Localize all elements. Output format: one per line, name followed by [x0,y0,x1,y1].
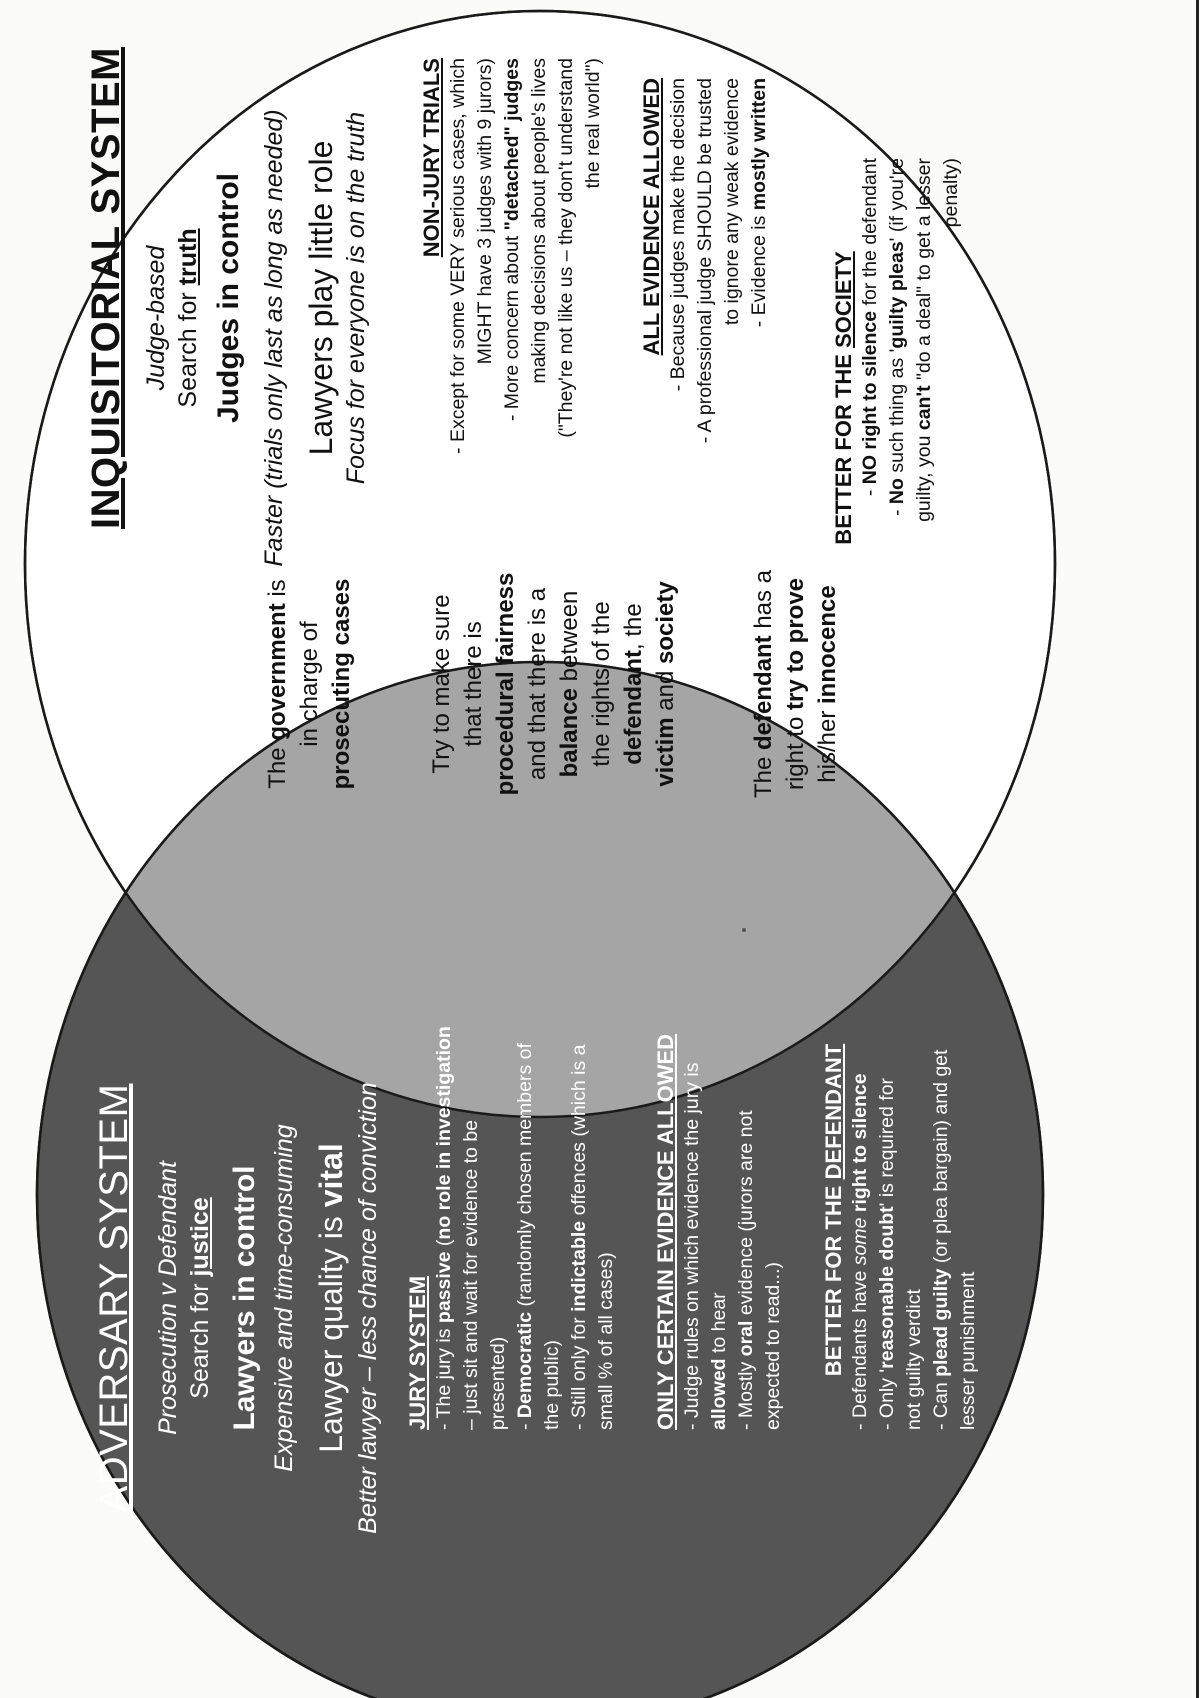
shared-p3-l1a: The [750,750,777,799]
jury-line-6a: - Still only for [568,1311,590,1430]
scan-speck [742,928,746,932]
shared-p2-l8b: and [652,663,679,718]
jury-line-1 [431,930,458,1430]
page-edge-line [1196,0,1199,1698]
adv-evidence-line-2 [706,930,733,1430]
shared-p1-b: government [264,603,291,741]
adv-better-line-4c: (or plea bargain) and get [930,1049,952,1269]
adversary-quality-prefix: Lawyer quality is [313,1207,349,1453]
shared-p2-line-2: that there is [460,621,487,747]
inq-evidence-line-4 [746,78,773,598]
shared-p1-a: The [264,740,291,789]
adversary-search-word: justice [186,1197,214,1277]
inq-evidence-line-1: - Because judges make the decision [667,78,689,392]
shared-p3-l3b: innocence [814,585,841,704]
inq-better-line-3c: "do a deal" to get a lesser [913,158,935,386]
inquisitorial-search-prefix: Search for [174,285,202,408]
inq-better-line-1b: NO right to silence [859,310,881,485]
shared-p3-line-2 [780,510,812,858]
adv-better-line-2 [874,930,901,1430]
jury-line-2: – just sit and wait for evidence to be [460,1119,482,1430]
adv-better-line-1b: some [849,1217,871,1266]
adversary-title: ADVERSARY SYSTEM [92,1083,136,1513]
nonjury-line-4: making decisions about people's lives [528,58,550,384]
adv-better-line-5: lesser punishment [957,1271,979,1430]
inquisitorial-evidence-section [638,78,773,598]
adversary-control: Lawyers in control [228,1165,261,1431]
adv-evidence-line-3c: evidence (jurors are not [735,1110,757,1321]
nonjury-line-5: ("They're not like us – they don't understand [555,58,577,438]
adversary-tagline: Prosecution v Defendant [154,1161,182,1435]
adversary-better-section [820,930,982,1430]
inq-evidence-line-2: - A professional judge SHOULD be trusted [694,78,716,444]
adv-evidence-line-1: - Judge rules on which evidence the jury is [681,1062,703,1430]
nonjury-line-6: the real world") [582,58,604,189]
adversary-search-prefix: Search for [186,1276,214,1399]
jury-line-1c: ( [433,1239,455,1252]
inq-better-line-2e: ' (if you're [886,158,908,242]
inquisitorial-search [172,118,204,518]
inq-better-line-3a: guilty, you [913,430,935,522]
adversary-search [184,1048,216,1548]
better-society-heading-prefix: BETTER FOR THE [831,347,856,545]
adversary-cost: Expensive and time-consuming [270,1124,298,1472]
adv-evidence-line-2b: to hear [708,1292,730,1359]
adv-better-line-2c: ' is required for [876,1077,898,1207]
inquisitorial-better-section [830,158,965,638]
nonjury-line-2: MIGHT have 3 judges with 9 jurors) [474,58,496,365]
shared-p2-l5a: balance [556,688,583,778]
shared-p2-line-1: Try to make sure [428,594,455,774]
adv-better-line-2a: - Only ' [876,1368,898,1430]
shared-p2-l8a: victim [652,717,679,787]
inquisitorial-nonjury-section [418,58,607,598]
inquisitorial-search-word: truth [174,228,202,286]
shared-p2-l7b: , the [620,603,647,651]
inq-better-line-3 [911,158,938,638]
nonjury-line-3b: "detached" judges [501,58,523,231]
adv-evidence-line-4: expected to read...) [762,1261,784,1430]
inquisitorial-focus: Focus for everyone is on the truth [342,111,370,485]
adv-evidence-line-3 [733,930,760,1430]
inq-better-line-2d: guilty pleas [886,241,908,349]
jury-line-5: the public) [541,1340,563,1430]
inq-better-line-2c: such thing as ' [886,348,908,479]
better-for-society-heading [830,158,857,638]
jury-line-6b: indictable [568,1220,590,1312]
adv-better-line-1 [847,930,874,1430]
jury-line-6 [566,930,593,1430]
adversary-quality-note: Better lawyer – less chance of conviction [354,1082,382,1534]
adv-better-line-1c [849,1212,871,1217]
better-defendant-heading-word: DEFENDANT [821,1043,846,1180]
shared-p2-l5b: between [556,590,583,689]
inq-better-line-4: penalty) [940,158,962,228]
nonjury-line-3a: - More concern about [501,230,523,422]
inq-evidence-line-4a: - Evidence is [748,210,770,328]
non-jury-trials-heading: NON-JURY TRIALS [419,58,444,258]
better-defendant-heading-prefix: BETTER FOR THE [821,1179,846,1377]
inquisitorial-control: Judges in control [212,172,245,424]
inquisitorial-tagline: Judge-based [142,245,170,391]
adv-better-line-4a: - Can [930,1376,952,1430]
jury-line-4c: (randomly chosen members of [514,1043,536,1312]
adv-better-line-3: not guilty verdict [903,1289,925,1430]
only-certain-evidence-heading: ONLY CERTAIN EVIDENCE ALLOWED [653,1033,678,1430]
inq-better-line-1c: for the defendant [859,158,881,311]
shared-p2-line-3: procedural fairness [492,572,519,796]
shared-p2-line-4: and that there is a [524,587,551,781]
shared-p3-l2a: right to [782,710,809,791]
jury-line-4a: - [514,1418,536,1430]
adv-better-line-1a: - Defendants have [849,1265,871,1430]
jury-line-1b: passive [433,1251,455,1324]
inq-better-line-1a: - [859,484,881,497]
shared-p2-l8c: society [652,581,679,664]
inq-better-line-2a: - [886,504,908,516]
jury-line-7: small % of all cases) [595,1252,617,1430]
better-society-heading-word: SOCIETY [831,251,856,348]
jury-line-1d: no role in investigation [433,1026,455,1240]
jury-line-4 [512,930,539,1430]
shared-p3-l1c: has a [750,569,777,636]
inq-evidence-line-4b: mostly written [748,78,770,211]
adv-better-line-1d: right to silence [849,1073,871,1213]
adversary-jury-section [404,930,620,1430]
inq-better-line-2b: No [886,478,908,505]
inquisitorial-title: INQUISITORIAL SYSTEM [84,47,128,529]
shared-p3-l2b: try to prove [782,577,809,710]
adv-better-line-4b: plead guilty [930,1268,952,1377]
adversary-quality [312,998,350,1598]
shared-p1-line-2: in charge of [296,621,323,747]
shared-p3-l1b: defendant [750,635,777,751]
shared-p2-l7a: defendant [620,650,647,765]
jury-line-3: presented) [487,1336,509,1430]
inq-evidence-line-3: to ignore any weak evidence [721,78,743,326]
jury-system-heading: JURY SYSTEM [405,1275,430,1430]
shared-p1-c: is [264,579,291,604]
shared-p1-line-3: prosecuting cases [328,578,355,790]
better-for-defendant-heading [820,990,847,1430]
inq-better-line-3b: can't [913,385,935,431]
shared-p2-line-6: the rights of the [588,601,615,767]
adv-evidence-line-3a: - Mostly [735,1356,757,1430]
adversary-quality-bold: vital [313,1143,349,1208]
inquisitorial-speed: Faster (trials only last as long as needed) [260,109,288,567]
adv-evidence-line-2a: allowed [708,1358,730,1430]
adv-better-line-4 [928,930,955,1430]
nonjury-line-1: - Except for some VERY serious cases, which [447,58,469,454]
inq-better-line-1 [857,158,884,638]
nonjury-line-3 [499,58,526,598]
shared-p3-l3a: his/her [814,704,841,783]
adv-evidence-line-3b: oral [735,1320,757,1357]
inq-better-line-2 [884,158,911,638]
jury-line-6c: offences (which is a [568,1044,590,1221]
all-evidence-heading: ALL EVIDENCE ALLOWED [639,78,664,356]
inquisitorial-lawyers: Lawyers play little role [303,140,339,456]
jury-line-4b: Democratic [514,1311,536,1419]
adv-better-line-2b: reasonable doubt [876,1206,898,1369]
jury-line-1a: - The jury is [433,1323,455,1430]
adversary-evidence-section [652,930,787,1430]
